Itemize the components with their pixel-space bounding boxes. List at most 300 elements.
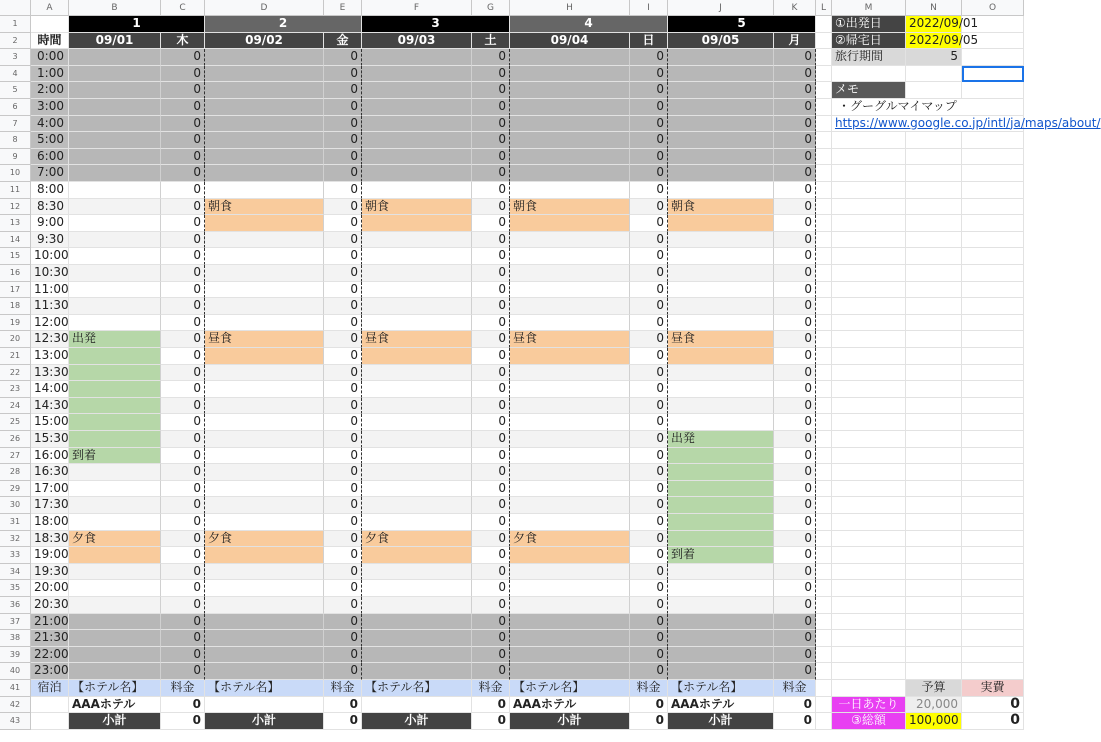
empty-cell[interactable] [816,149,832,166]
cost-cell[interactable]: 0 [774,414,816,431]
cost-cell[interactable]: 0 [324,564,362,581]
schedule-cell[interactable] [668,630,774,647]
cost-cell[interactable]: 0 [630,331,668,348]
schedule-cell[interactable] [69,564,161,581]
empty-cell[interactable] [816,33,832,50]
empty-cell[interactable] [962,282,1024,299]
cost-cell[interactable]: 0 [161,431,205,448]
subtotal-label[interactable]: 小計 [668,713,774,730]
cost-cell[interactable]: 0 [324,381,362,398]
schedule-cell[interactable] [668,597,774,614]
cost-cell[interactable]: 0 [324,116,362,133]
cost-cell[interactable]: 0 [324,248,362,265]
schedule-cell[interactable] [205,248,324,265]
empty-cell[interactable] [816,365,832,382]
empty-cell[interactable] [832,232,906,249]
schedule-cell[interactable] [362,232,472,249]
schedule-cell[interactable] [510,564,630,581]
cost-cell[interactable]: 0 [630,497,668,514]
cost-cell[interactable]: 0 [324,265,362,282]
schedule-cell[interactable] [510,414,630,431]
cost-cell[interactable]: 0 [161,663,205,680]
cost-cell[interactable]: 0 [161,265,205,282]
time-cell[interactable]: 16:30 [31,464,69,481]
time-cell[interactable]: 7:00 [31,165,69,182]
empty-cell[interactable] [832,597,906,614]
empty-cell[interactable] [832,215,906,232]
cost-cell[interactable]: 0 [774,531,816,548]
time-cell[interactable]: 16:00 [31,448,69,465]
empty-cell[interactable] [906,232,962,249]
cost-cell[interactable]: 0 [161,232,205,249]
weekday-header[interactable]: 金 [324,33,362,50]
empty-cell[interactable] [962,182,1024,199]
cost-cell[interactable]: 0 [324,481,362,498]
column-header[interactable]: J [668,0,774,16]
schedule-cell[interactable] [362,365,472,382]
schedule-cell[interactable] [69,481,161,498]
cost-cell[interactable]: 0 [630,365,668,382]
cost-cell[interactable]: 0 [324,431,362,448]
empty-cell[interactable] [816,448,832,465]
time-cell[interactable]: 13:00 [31,348,69,365]
schedule-cell[interactable] [510,448,630,465]
empty-cell[interactable] [816,232,832,249]
schedule-cell[interactable] [668,116,774,133]
row-header[interactable]: 14 [0,232,31,249]
hotel-fee[interactable]: 0 [324,697,362,714]
cost-cell[interactable]: 0 [324,149,362,166]
schedule-cell[interactable] [510,165,630,182]
row-header[interactable]: 11 [0,182,31,199]
schedule-cell[interactable] [510,132,630,149]
fee-label[interactable]: 料金 [630,680,668,697]
cost-cell[interactable]: 0 [324,165,362,182]
empty-cell[interactable] [816,464,832,481]
cost-cell[interactable]: 0 [472,132,510,149]
schedule-cell[interactable] [69,265,161,282]
cost-cell[interactable]: 0 [472,215,510,232]
hotel-name[interactable]: AAAホテル [668,697,774,714]
time-cell[interactable]: 19:00 [31,547,69,564]
row-header[interactable]: 39 [0,647,31,664]
cost-cell[interactable]: 0 [161,381,205,398]
empty-cell[interactable] [816,564,832,581]
cost-cell[interactable]: 0 [324,597,362,614]
fee-label[interactable]: 料金 [774,680,816,697]
cost-cell[interactable]: 0 [161,448,205,465]
schedule-cell[interactable] [362,165,472,182]
empty-cell[interactable] [906,564,962,581]
cost-cell[interactable]: 0 [472,149,510,166]
empty-cell[interactable] [962,647,1024,664]
cost-cell[interactable]: 0 [324,663,362,680]
cost-cell[interactable]: 0 [630,315,668,332]
cost-cell[interactable]: 0 [161,132,205,149]
time-cell[interactable]: 0:00 [31,49,69,66]
empty-cell[interactable] [832,398,906,415]
time-cell[interactable]: 8:00 [31,182,69,199]
empty-cell[interactable] [816,298,832,315]
cost-cell[interactable]: 0 [774,331,816,348]
empty-cell[interactable] [962,481,1024,498]
empty-cell[interactable] [816,663,832,680]
cost-cell[interactable]: 0 [161,348,205,365]
schedule-cell[interactable] [362,580,472,597]
row-header[interactable]: 8 [0,132,31,149]
empty-cell[interactable] [832,448,906,465]
empty-cell[interactable] [832,630,906,647]
cost-cell[interactable]: 0 [324,614,362,631]
cost-cell[interactable]: 0 [630,132,668,149]
empty-cell[interactable] [816,647,832,664]
schedule-cell[interactable] [205,365,324,382]
empty-cell[interactable] [816,481,832,498]
schedule-cell[interactable] [362,464,472,481]
schedule-cell[interactable] [205,464,324,481]
cost-cell[interactable]: 0 [630,431,668,448]
empty-cell[interactable] [906,663,962,680]
schedule-cell[interactable] [69,232,161,249]
hotel-name-placeholder[interactable]: 【ホテル名】 [668,680,774,697]
schedule-cell[interactable] [510,597,630,614]
time-cell[interactable]: 20:30 [31,597,69,614]
empty-cell[interactable] [832,647,906,664]
empty-cell[interactable] [962,547,1024,564]
schedule-cell[interactable] [205,414,324,431]
day-number-header[interactable]: 5 [668,16,816,33]
empty-cell[interactable] [962,66,1024,83]
return-date[interactable]: 2022/09/05 [906,33,962,50]
cost-cell[interactable]: 0 [774,564,816,581]
cost-cell[interactable]: 0 [324,315,362,332]
schedule-cell[interactable] [510,381,630,398]
schedule-cell[interactable] [668,182,774,199]
schedule-event-cell[interactable]: 出発 [69,331,161,348]
cost-cell[interactable]: 0 [630,514,668,531]
weekday-header[interactable]: 土 [472,33,510,50]
schedule-cell[interactable] [668,398,774,415]
empty-cell[interactable] [816,398,832,415]
subtotal-value[interactable]: 0 [161,713,205,730]
cost-cell[interactable]: 0 [324,448,362,465]
cost-cell[interactable]: 0 [472,99,510,116]
empty-cell[interactable] [816,116,832,133]
empty-cell[interactable] [962,298,1024,315]
weekday-header[interactable]: 日 [630,33,668,50]
cost-cell[interactable]: 0 [161,215,205,232]
empty-cell[interactable] [816,630,832,647]
schedule-cell[interactable] [362,431,472,448]
empty-cell[interactable] [816,348,832,365]
cost-cell[interactable]: 0 [630,199,668,216]
empty-cell[interactable] [816,680,832,697]
schedule-cell[interactable] [668,149,774,166]
cost-cell[interactable]: 0 [324,464,362,481]
schedule-cell[interactable] [510,547,630,564]
row-header[interactable]: 17 [0,282,31,299]
empty-cell[interactable] [962,82,1024,99]
cost-cell[interactable]: 0 [774,99,816,116]
empty-cell[interactable] [816,531,832,548]
schedule-cell[interactable] [668,265,774,282]
cost-cell[interactable]: 0 [630,481,668,498]
schedule-cell[interactable] [69,182,161,199]
empty-cell[interactable] [816,99,832,116]
schedule-cell[interactable] [510,232,630,249]
cost-cell[interactable]: 0 [774,398,816,415]
schedule-cell[interactable] [668,282,774,299]
schedule-cell[interactable] [668,315,774,332]
empty-cell[interactable] [906,481,962,498]
cost-cell[interactable]: 0 [630,531,668,548]
schedule-cell[interactable] [205,431,324,448]
day-number-header[interactable]: 2 [205,16,362,33]
time-cell[interactable]: 20:00 [31,580,69,597]
row-header[interactable]: 10 [0,165,31,182]
schedule-cell[interactable] [510,580,630,597]
empty-cell[interactable] [816,66,832,83]
cost-cell[interactable]: 0 [324,49,362,66]
row-header[interactable]: 28 [0,464,31,481]
cost-cell[interactable]: 0 [630,182,668,199]
column-header[interactable]: E [324,0,362,16]
schedule-cell[interactable] [668,448,774,465]
cost-cell[interactable]: 0 [472,614,510,631]
time-cell[interactable]: 10:30 [31,265,69,282]
hotel-name-placeholder[interactable]: 【ホテル名】 [510,680,630,697]
schedule-cell[interactable] [205,448,324,465]
cost-cell[interactable]: 0 [630,597,668,614]
cost-cell[interactable]: 0 [630,414,668,431]
empty-cell[interactable] [962,398,1024,415]
schedule-cell[interactable] [205,182,324,199]
cost-cell[interactable]: 0 [630,398,668,415]
cost-cell[interactable]: 0 [630,248,668,265]
empty-cell[interactable] [906,149,962,166]
empty-cell[interactable] [816,199,832,216]
schedule-cell[interactable] [69,414,161,431]
schedule-cell[interactable] [362,614,472,631]
row-header[interactable]: 4 [0,66,31,83]
empty-cell[interactable] [962,331,1024,348]
schedule-cell[interactable] [668,381,774,398]
subtotal-value[interactable]: 0 [774,713,816,730]
cost-cell[interactable]: 0 [324,199,362,216]
schedule-cell[interactable] [668,464,774,481]
schedule-cell[interactable] [668,647,774,664]
time-cell[interactable]: 2:00 [31,82,69,99]
cost-cell[interactable]: 0 [774,66,816,83]
cost-cell[interactable]: 0 [324,66,362,83]
cost-cell[interactable]: 0 [161,49,205,66]
empty-cell[interactable] [832,66,906,83]
schedule-cell[interactable] [362,663,472,680]
time-cell[interactable]: 3:00 [31,99,69,116]
time-cell[interactable]: 15:30 [31,431,69,448]
schedule-cell[interactable] [205,215,324,232]
schedule-cell[interactable] [205,315,324,332]
schedule-cell[interactable] [205,630,324,647]
time-cell[interactable]: 4:00 [31,116,69,133]
subtotal-label[interactable]: 小計 [362,713,472,730]
empty-cell[interactable] [906,66,962,83]
schedule-cell[interactable] [205,282,324,299]
time-cell[interactable]: 15:00 [31,414,69,431]
budget-header[interactable]: 予算 [906,680,962,697]
schedule-cell[interactable] [510,82,630,99]
cost-cell[interactable]: 0 [774,381,816,398]
hotel-fee[interactable]: 0 [630,697,668,714]
schedule-cell[interactable] [362,398,472,415]
cost-cell[interactable]: 0 [161,331,205,348]
schedule-cell[interactable] [668,514,774,531]
cost-cell[interactable]: 0 [630,116,668,133]
date-header[interactable]: 09/01 [69,33,161,50]
cost-cell[interactable]: 0 [472,564,510,581]
empty-cell[interactable] [906,315,962,332]
empty-cell[interactable] [832,265,906,282]
cost-cell[interactable]: 0 [774,481,816,498]
schedule-cell[interactable] [668,66,774,83]
cost-cell[interactable]: 0 [324,82,362,99]
cost-cell[interactable]: 0 [324,647,362,664]
empty-cell[interactable] [832,414,906,431]
row-header[interactable]: 27 [0,448,31,465]
empty-cell[interactable] [832,298,906,315]
empty-cell[interactable] [816,497,832,514]
cost-cell[interactable]: 0 [472,49,510,66]
schedule-cell[interactable] [205,165,324,182]
empty-cell[interactable] [816,331,832,348]
schedule-cell[interactable] [205,597,324,614]
cost-cell[interactable]: 0 [774,215,816,232]
hotel-name[interactable] [362,697,472,714]
schedule-cell[interactable] [668,99,774,116]
schedule-event-cell[interactable]: 朝食 [205,199,324,216]
row-header[interactable]: 25 [0,414,31,431]
schedule-cell[interactable] [668,531,774,548]
cost-cell[interactable]: 0 [324,398,362,415]
column-header[interactable]: G [472,0,510,16]
empty-cell[interactable] [816,49,832,66]
schedule-cell[interactable] [668,348,774,365]
duration-label[interactable]: 旅行期間 [832,49,906,66]
cost-cell[interactable]: 0 [161,481,205,498]
cost-cell[interactable]: 0 [161,647,205,664]
empty-cell[interactable] [906,365,962,382]
schedule-cell[interactable] [69,381,161,398]
row-header[interactable]: 42 [0,697,31,714]
cost-cell[interactable]: 0 [324,414,362,431]
schedule-event-cell[interactable]: 昼食 [510,331,630,348]
cost-cell[interactable]: 0 [324,298,362,315]
schedule-cell[interactable] [362,497,472,514]
schedule-cell[interactable] [69,99,161,116]
column-header[interactable]: F [362,0,472,16]
empty-cell[interactable] [962,199,1024,216]
time-cell[interactable]: 6:00 [31,149,69,166]
empty-cell[interactable] [31,713,69,730]
cost-cell[interactable]: 0 [630,215,668,232]
row-header[interactable]: 32 [0,531,31,548]
empty-cell[interactable] [832,348,906,365]
row-header[interactable]: 22 [0,365,31,382]
empty-cell[interactable] [962,381,1024,398]
empty-cell[interactable] [906,199,962,216]
cost-cell[interactable]: 0 [774,580,816,597]
schedule-cell[interactable] [510,663,630,680]
column-header[interactable]: K [774,0,816,16]
empty-cell[interactable] [816,315,832,332]
cost-cell[interactable]: 0 [324,331,362,348]
schedule-cell[interactable] [205,132,324,149]
schedule-cell[interactable] [668,165,774,182]
schedule-cell[interactable] [205,514,324,531]
empty-cell[interactable] [906,298,962,315]
schedule-cell[interactable] [69,282,161,299]
empty-cell[interactable] [816,514,832,531]
subtotal-value[interactable]: 0 [472,713,510,730]
cost-cell[interactable]: 0 [324,365,362,382]
cost-cell[interactable]: 0 [774,348,816,365]
empty-cell[interactable] [906,448,962,465]
schedule-cell[interactable] [205,265,324,282]
cost-cell[interactable]: 0 [630,282,668,299]
date-header[interactable]: 09/05 [668,33,774,50]
empty-cell[interactable] [816,597,832,614]
hotel-name-placeholder[interactable]: 【ホテル名】 [205,680,324,697]
cost-cell[interactable]: 0 [472,165,510,182]
cost-cell[interactable]: 0 [774,232,816,249]
cost-cell[interactable]: 0 [472,414,510,431]
schedule-cell[interactable] [668,614,774,631]
schedule-cell[interactable] [668,365,774,382]
schedule-cell[interactable] [69,248,161,265]
row-header[interactable]: 35 [0,580,31,597]
schedule-cell[interactable] [69,199,161,216]
schedule-cell[interactable] [205,481,324,498]
schedule-cell[interactable] [510,298,630,315]
cost-cell[interactable]: 0 [324,630,362,647]
row-header[interactable]: 21 [0,348,31,365]
schedule-cell[interactable] [668,481,774,498]
empty-cell[interactable] [816,248,832,265]
total-label[interactable]: ③総額 [832,713,906,730]
schedule-cell[interactable] [69,614,161,631]
empty-cell[interactable] [31,16,69,33]
cost-cell[interactable]: 0 [774,182,816,199]
cost-cell[interactable]: 0 [472,331,510,348]
time-cell[interactable]: 11:30 [31,298,69,315]
empty-cell[interactable] [906,348,962,365]
schedule-cell[interactable] [69,315,161,332]
schedule-cell[interactable] [69,663,161,680]
empty-cell[interactable] [906,414,962,431]
empty-cell[interactable] [962,165,1024,182]
cost-cell[interactable]: 0 [472,514,510,531]
duration-value[interactable]: 5 [906,49,962,66]
cost-cell[interactable]: 0 [630,348,668,365]
schedule-cell[interactable] [510,630,630,647]
cost-cell[interactable]: 0 [324,99,362,116]
time-cell[interactable]: 18:30 [31,531,69,548]
departure-date[interactable]: 2022/09/01 [906,16,962,33]
schedule-cell[interactable] [69,365,161,382]
total-budget[interactable]: 100,000 [906,713,962,730]
cost-cell[interactable]: 0 [630,82,668,99]
row-header[interactable]: 12 [0,199,31,216]
